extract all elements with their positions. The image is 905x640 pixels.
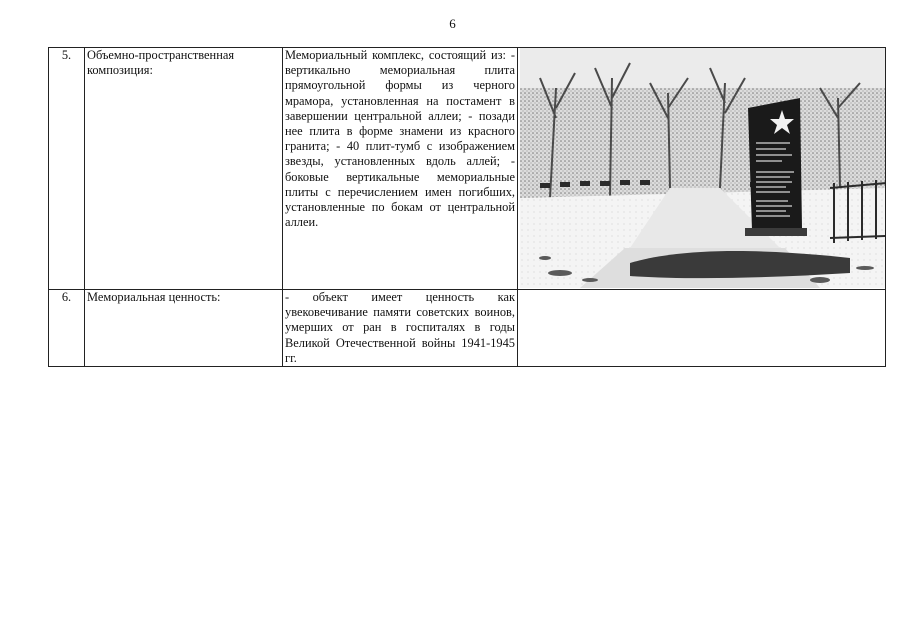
empty-cell bbox=[518, 290, 886, 367]
row-number: 5. bbox=[49, 48, 85, 290]
row-description: Мемориальный комплекс, состоящий из: - вертикально мемориальная плита прямоугольной формы из черного мрамора, установленная на постамент в завершении центральной аллеи; - позади нее плита в форме знамени из красного гранита; - 40 плит-тумб с изображением звезды, установленных вдоль аллей; - боковые вертикальные мемориальные плиты с перечислением имен погибших, установленные по бокам от центральной аллеи. bbox=[283, 48, 518, 290]
row-number: 6. bbox=[49, 290, 85, 367]
table-row-6 bbox=[49, 290, 886, 367]
table-row-5 bbox=[49, 48, 886, 290]
page-number: 6 bbox=[449, 16, 456, 31]
row-label: Объемно-пространственная композиция: bbox=[85, 48, 283, 290]
row-description: - объект имеет ценность как увековечивание памяти советских воинов, умерших от ран в госпиталях в годы Великой Отечественной войны 1941-1945 гг. bbox=[283, 290, 518, 367]
memorial-photo bbox=[520, 48, 886, 288]
attribute-table bbox=[48, 47, 886, 367]
row-label: Мемориальная ценность: bbox=[85, 290, 283, 367]
memorial-photo-cell bbox=[518, 48, 886, 290]
